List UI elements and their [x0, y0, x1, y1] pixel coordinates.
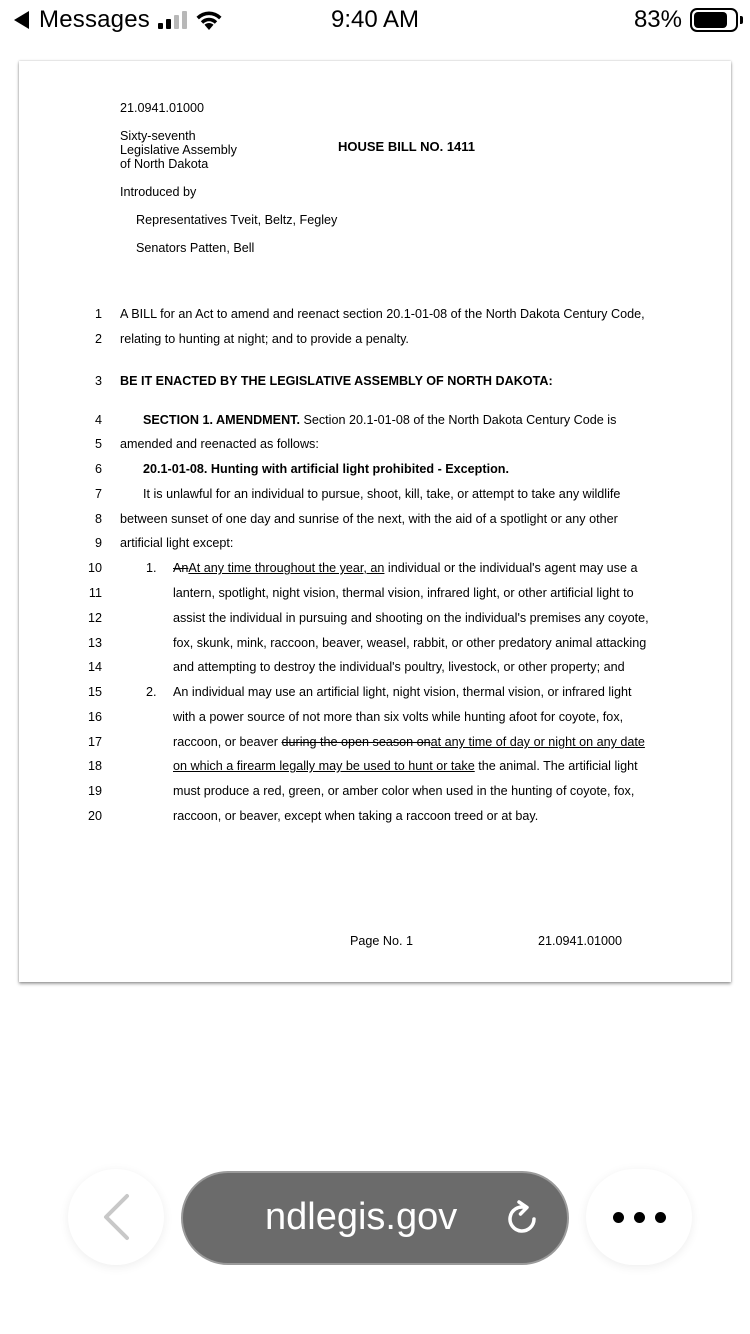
sponsors-representatives: Representatives Tveit, Beltz, Fegley — [136, 213, 338, 227]
line-number: 17 — [87, 735, 102, 749]
back-app-label: Messages — [39, 6, 150, 33]
introduced-by: Introduced by — [120, 185, 197, 199]
line-number: 8 — [94, 512, 102, 526]
bill-line-7: It is unlawful for an individual to pursue, shoot, kill, take, or attempt to take any wildlife — [143, 487, 621, 501]
battery-fill — [694, 12, 727, 28]
section-text: Section 20.1-01-08 of the North Dakota Century Code is — [299, 413, 617, 427]
line-number: 4 — [94, 413, 102, 427]
plain-text: raccoon, or beaver — [173, 735, 282, 749]
bill-line-10 — [173, 561, 637, 576]
bill-line-13: fox, skunk, mink, raccoon, beaver, weasel, rabbit, or other predatory animal attacking — [173, 636, 647, 650]
bill-line-1: A BILL for an Act to amend and reenact section 20.1-01-08 of the North Dakota Century Code, — [120, 307, 645, 321]
enacting-clause: BE IT ENACTED BY THE LEGISLATIVE ASSEMBLY OF NORTH DAKOTA: — [120, 374, 553, 388]
sponsors-senators: Senators Patten, Bell — [136, 241, 255, 255]
battery-tip — [740, 16, 743, 24]
inserted-text: on which a firearm legally may be used to hunt or take — [173, 759, 475, 773]
bill-line-8: between sunset of one day and sunrise of the next, with the aid of a spotlight or any other — [120, 512, 618, 526]
bill-line-18 — [173, 759, 638, 774]
plain-text: the animal. The artificial light — [474, 759, 638, 773]
struck-text: during the open season on — [281, 735, 431, 749]
line-number: 1 — [94, 307, 102, 321]
item-2-number: 2. — [146, 685, 157, 699]
line-number: 9 — [94, 536, 102, 550]
doc-number: 21.0941.01000 — [120, 101, 205, 115]
line-number: 16 — [87, 710, 102, 724]
bill-line-14: and attempting to destroy the individual's poultry, livestock, or other property; and — [173, 660, 625, 674]
bill-title: HOUSE BILL NO. 1411 — [338, 139, 476, 154]
reload-icon[interactable] — [501, 1198, 543, 1240]
bill-line-19: must produce a red, green, or amber color when used in the hunting of coyote, fox, — [173, 784, 635, 798]
line-number: 3 — [94, 374, 102, 388]
line-number: 19 — [87, 784, 102, 798]
line-number: 10 — [87, 561, 102, 575]
bill-line-5: amended and reenacted as follows: — [120, 437, 319, 451]
assembly-line-2: Legislative Assembly — [120, 143, 237, 157]
item-1-number: 1. — [146, 561, 157, 575]
section-title: 20.1-01-08. Hunting with artificial light prohibited - Exception. — [143, 462, 509, 476]
line-number: 12 — [87, 611, 102, 625]
line-number: 6 — [94, 462, 102, 476]
bill-line-4 — [143, 413, 616, 428]
inserted-text: at any time of day or night on any date — [430, 735, 645, 749]
assembly-block — [120, 129, 237, 171]
bill-line-16: with a power source of not more than six volts while hunting afoot for coyote, fox, — [173, 710, 624, 724]
line-number: 15 — [87, 685, 102, 699]
pdf-page — [19, 61, 731, 982]
battery-icon — [690, 8, 738, 32]
assembly-line-1: Sixty-seventh — [120, 129, 196, 143]
address-bar[interactable] — [181, 1171, 569, 1265]
line-number: 13 — [87, 636, 102, 650]
line-number: 7 — [94, 487, 102, 501]
line-number: 5 — [94, 437, 102, 451]
line-number: 14 — [87, 660, 102, 674]
line-number: 2 — [94, 332, 102, 346]
ellipsis-icon — [608, 1212, 671, 1223]
plain-text: individual or the individual's agent may use a — [384, 561, 638, 575]
footer-page-number: Page No. 1 — [350, 934, 414, 948]
assembly-line-3: of North Dakota — [120, 157, 209, 171]
bill-line-9: artificial light except: — [120, 536, 234, 550]
bill-line-12: assist the individual in pursuing and shooting on the individual's premises any coyote, — [173, 611, 649, 625]
section-heading: SECTION 1. AMENDMENT. — [143, 413, 300, 427]
line-number: 18 — [87, 759, 102, 773]
bill-line-11: lantern, spotlight, night vision, thermal vision, infrared light, or other artificial light to — [173, 586, 634, 600]
line-number: 11 — [88, 586, 102, 600]
status-bar — [0, 0, 750, 42]
clock: 9:40 AM — [330, 6, 420, 33]
line-number: 20 — [87, 809, 102, 823]
footer-doc-number: 21.0941.01000 — [538, 934, 623, 948]
inserted-text: At any time throughout the year, an — [188, 561, 385, 575]
bill-line-20: raccoon, or beaver, except when taking a raccoon treed or at bay. — [173, 809, 539, 823]
chevron-left-icon — [101, 1193, 131, 1241]
bill-line-15: An individual may use an artificial light, night vision, thermal vision, or infrared light — [173, 685, 632, 699]
struck-text: An — [173, 561, 189, 575]
bill-line-2: relating to hunting at night; and to provide a penalty. — [120, 332, 409, 346]
browser-back-button[interactable] — [68, 1169, 164, 1265]
url-text[interactable]: ndlegis.gov — [265, 1196, 458, 1238]
bill-line-17 — [173, 735, 645, 750]
battery-percent: 83% — [633, 6, 682, 33]
more-options-button[interactable] — [586, 1169, 692, 1265]
